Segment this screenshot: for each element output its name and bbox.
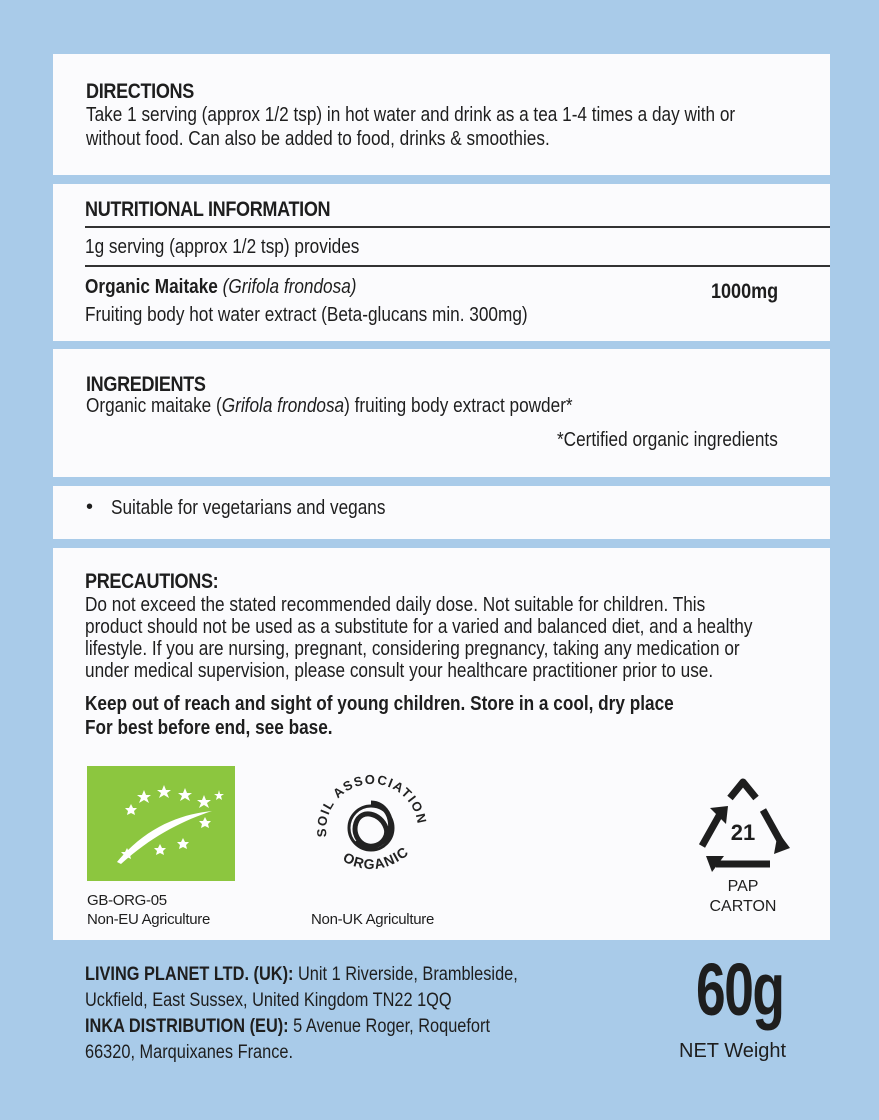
net-weight-value: 60g	[696, 948, 784, 1031]
directions-title: DIRECTIONS	[86, 80, 194, 103]
serving-size: 1g serving (approx 1/2 tsp) provides	[85, 236, 360, 258]
net-weight-label: NET Weight	[679, 1040, 787, 1062]
ingredients-text-post: ) fruiting body extract powder*	[344, 395, 573, 417]
precautions-line-1: Do not exceed the stated recommended daily dose. Not suitable for children. This	[85, 594, 706, 616]
storage-warning: Keep out of reach and sight of young children. Store in a cool, dry place	[85, 693, 674, 715]
suitable-panel	[53, 486, 830, 539]
recycle-number: 21	[730, 820, 756, 845]
ingredients-text-pre: Organic maitake (	[86, 395, 222, 417]
nutrient-name-text: Organic Maitake	[85, 276, 218, 298]
eu-company: INKA DISTRIBUTION (EU):	[85, 1016, 289, 1037]
nutrition-divider-1	[85, 226, 830, 228]
soil-association-logo	[306, 763, 436, 893]
recycle-labels	[693, 877, 793, 917]
suitable-text: Suitable for vegetarians and vegans	[111, 497, 386, 519]
nutrient-latin: (Grifola frondosa)	[222, 276, 357, 298]
organic-note: *Certified organic ingredients	[557, 429, 778, 451]
recycle-carton: CARTON	[709, 898, 777, 915]
uk-address-line-1	[85, 962, 518, 988]
soil-knot-icon	[349, 803, 393, 850]
soil-agriculture-label: Non-UK Agriculture	[311, 911, 434, 928]
uk-company: LIVING PLANET LTD. (UK):	[85, 964, 294, 985]
nutrient-amount: 1000mg	[710, 280, 778, 303]
soil-ring-text: SOIL ASSOCIATION	[313, 771, 430, 838]
nutrition-title: NUTRITIONAL INFORMATION	[85, 198, 331, 221]
ingredients-text	[86, 395, 573, 417]
eu-addr-1: 5 Avenue Roger, Roquefort	[288, 1016, 491, 1037]
ingredients-title: INGREDIENTS	[86, 373, 206, 396]
eu-organic-logo	[87, 766, 235, 881]
precautions-line-4: under medical supervision, please consult your healthcare practitioner prior to use.	[85, 660, 714, 682]
eu-address-line-2: 66320, Marquixanes France.	[85, 1042, 294, 1063]
directions-line-1: Take 1 serving (approx 1/2 tsp) in hot water and drink as a tea 1-4 times a day with or	[86, 104, 736, 126]
precautions-panel	[53, 548, 830, 940]
precautions-title: PRECAUTIONS:	[85, 570, 219, 593]
directions-line-2: without food. Can also be added to food, drinks & smoothies.	[86, 128, 550, 150]
nutrient-detail: Fruiting body hot water extract (Beta-glucans min. 300mg)	[85, 304, 528, 326]
eu-address-line-1	[85, 1014, 490, 1040]
ingredients-latin: Grifola frondosa	[221, 395, 345, 417]
eu-leaf-icon	[87, 766, 235, 881]
eu-code: GB-ORG-05	[87, 892, 167, 909]
bullet: •	[86, 496, 94, 518]
uk-addr-1: Unit 1 Riverside, Brambleside,	[293, 964, 518, 985]
precautions-line-2: product should not be used as a substitute for a varied and balanced diet, and a healthy	[85, 616, 753, 638]
nutrient-name	[85, 276, 357, 298]
precautions-line-3: lifestyle. If you are nursing, pregnant, considering pregnancy, taking any medication or	[85, 638, 740, 660]
eu-agriculture-label: Non-EU Agriculture	[87, 911, 210, 928]
ingredients-panel	[53, 349, 830, 477]
nutrition-panel	[53, 184, 830, 341]
nutrition-divider-2	[85, 265, 830, 267]
soil-organic-word: ORGANIC	[340, 843, 412, 873]
best-before-note: For best before end, see base.	[85, 717, 333, 739]
recycle-icon	[688, 778, 798, 874]
directions-panel	[53, 54, 830, 175]
uk-address-line-2: Uckfield, East Sussex, United Kingdom TN22 1QQ	[85, 990, 452, 1011]
recycle-pap: PAP	[727, 878, 759, 895]
